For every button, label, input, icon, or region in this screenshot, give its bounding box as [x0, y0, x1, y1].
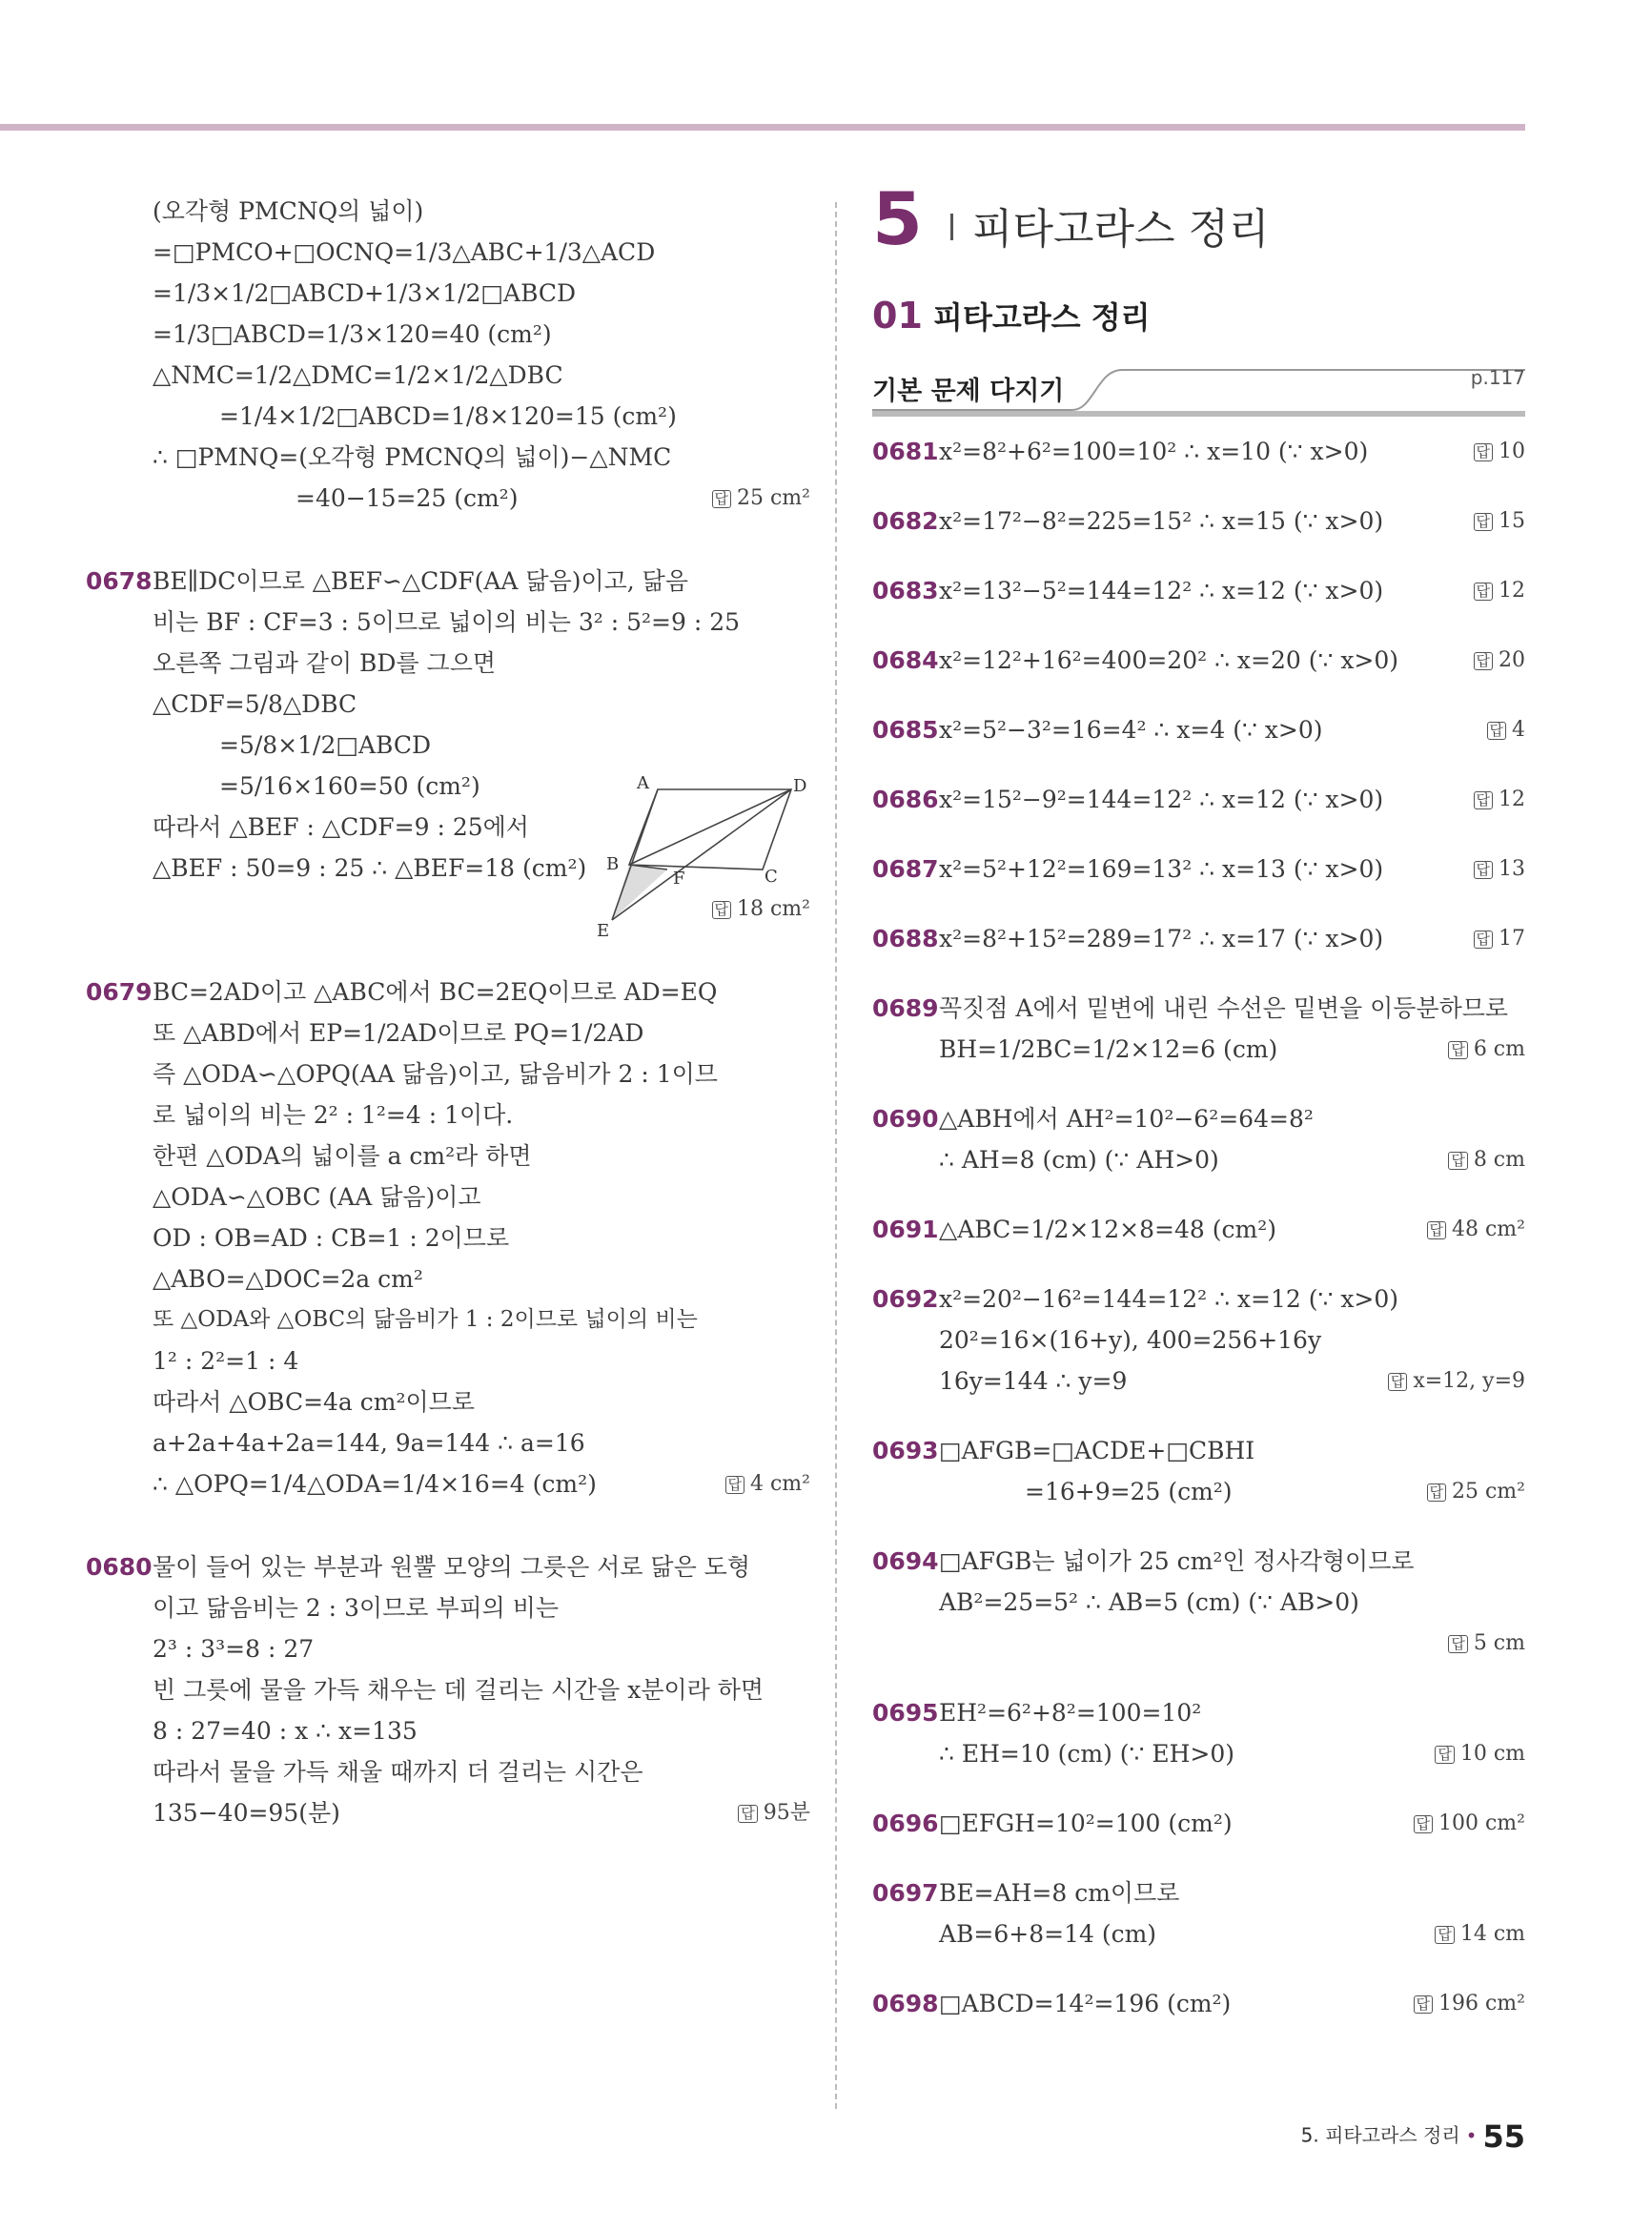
answer-value: 95분	[763, 1801, 810, 1825]
problem-0680	[86, 1546, 810, 1587]
text-line: □ABCD=14²=196 (cm²)	[939, 1990, 1232, 2017]
problem-0688	[872, 918, 1525, 959]
answer-mark-icon: 답	[1448, 1152, 1468, 1170]
text-line: 오른쪽 그림과 같이 BD를 그으면	[153, 649, 497, 677]
answer-mark-icon: 답	[1474, 931, 1494, 949]
top-accent-bar	[0, 124, 1525, 131]
text-line: ∴ □PMNQ=(오각형 PMCNQ의 넓이)−△NMC	[153, 443, 672, 471]
answer	[1474, 849, 1526, 890]
text-line: 1² : 2²=1 : 4	[153, 1347, 299, 1375]
problem-number: 0686	[872, 786, 939, 813]
text-line: BH=1/2BC=1/2×12=6 (cm)	[939, 1035, 1278, 1063]
label-D: D	[793, 776, 807, 796]
column-divider	[835, 202, 837, 2109]
problem-0687	[872, 849, 1525, 890]
answer-value: 12	[1499, 788, 1525, 811]
text-line: □AFGB는 넓이가 25 cm²인 정사각형이므로	[939, 1547, 1415, 1575]
answer-mark-icon: 답	[1474, 583, 1494, 601]
problem-number: 0698	[872, 1990, 939, 2017]
answer	[1474, 501, 1526, 542]
shaded-triangle	[612, 865, 667, 920]
text-line: △ABO=△DOC=2a cm²	[153, 1265, 423, 1293]
answer	[712, 478, 811, 519]
answer-mark-icon: 답	[1427, 1483, 1447, 1502]
text-line: x²=5²−3²=16=4² ∴ x=4 (∵ x>0)	[939, 716, 1323, 744]
section-header	[872, 294, 1525, 338]
answer-mark-icon: 답	[1435, 1746, 1455, 1764]
answer-mark-icon: 답	[1414, 1995, 1434, 2014]
answer-value: 25 cm²	[1452, 1480, 1525, 1504]
problem-0696	[872, 1803, 1525, 1844]
answer-value: 5 cm	[1473, 1631, 1525, 1655]
answer-mark-icon: 답	[1474, 443, 1494, 461]
left-column	[86, 191, 810, 1833]
text-line: x²=5²+12²=169=13² ∴ x=13 (∵ x>0)	[939, 855, 1384, 883]
answer-mark-icon: 답	[712, 901, 732, 919]
answer-value: 4 cm²	[750, 1472, 810, 1496]
text-line: 16y=144 ∴ y=9	[939, 1367, 1128, 1395]
answer-mark-icon: 답	[1474, 513, 1494, 531]
text-line: =5/8×1/2□ABCD	[219, 731, 432, 759]
answer	[1388, 1361, 1525, 1401]
text-line: 135−40=95(분)	[153, 1799, 340, 1827]
answer-value: 20	[1499, 648, 1525, 672]
text-line: a+2a+4a+2a=144, 9a=144 ∴ a=16	[153, 1429, 585, 1457]
text-line: ∴ △OPQ=1/4△ODA=1/4×16=4 (cm²)	[153, 1470, 597, 1498]
problem-number: 0694	[872, 1547, 939, 1575]
problem-0686	[872, 779, 1525, 820]
problem-number: 0678	[86, 567, 153, 595]
text-line: ∴ AH=8 (cm) (∵ AH>0)	[939, 1146, 1219, 1174]
text-line: BE=AH=8 cm이므로	[939, 1879, 1180, 1907]
answer-mark-icon: 답	[725, 1476, 745, 1494]
answer-value: 17	[1499, 927, 1525, 951]
text-line: 2³ : 3³=8 : 27	[153, 1635, 315, 1663]
problem-number: 0688	[872, 925, 939, 952]
problem-number: 0681	[872, 438, 939, 465]
answer	[1414, 1803, 1526, 1844]
problem-number: 0685	[872, 716, 939, 744]
subsection-header	[872, 357, 1525, 418]
answer	[1414, 1983, 1526, 2024]
label-E: E	[597, 921, 610, 941]
answer-value: 14 cm	[1459, 1922, 1525, 1946]
text-line	[872, 1733, 1525, 1774]
answer-value: 4	[1512, 718, 1525, 742]
answer-mark-icon: 답	[712, 490, 732, 508]
text-line: 또 △ODA와 △OBC의 닮음비가 1 : 2이므로 넓이의 비는	[153, 1307, 698, 1332]
problem-0694	[872, 1541, 1525, 1582]
problem-0692	[872, 1279, 1525, 1320]
text-line: (오각형 PMCNQ의 넓이)	[153, 197, 424, 225]
answer-mark-icon: 답	[1414, 1815, 1434, 1833]
problem-number: 0683	[872, 577, 939, 604]
problem-0697	[872, 1872, 1525, 1913]
problem-number: 0687	[872, 855, 939, 883]
problem-number: 0692	[872, 1285, 939, 1313]
answer	[1474, 918, 1526, 959]
text-line: 빈 그릇에 물을 가득 채우는 데 걸리는 시간을 x분이라 하면	[153, 1676, 765, 1704]
answer-mark-icon: 답	[1474, 652, 1494, 670]
answer	[1474, 640, 1526, 681]
text-line: 한편 △ODA의 넓이를 a cm²라 하면	[153, 1142, 532, 1170]
answer-mark-icon: 답	[1435, 1926, 1455, 1944]
text-line: =5/16×160=50 (cm²)	[219, 772, 480, 800]
section-title: 피타고라스 정리	[933, 299, 1151, 336]
text-line: 8 : 27=40 : x ∴ x=135	[153, 1717, 418, 1745]
answer-value: 10	[1499, 440, 1525, 463]
subsection-title: 기본 문제 다지기	[872, 377, 1065, 406]
answer-value: x=12, y=9	[1413, 1369, 1525, 1393]
text-line: □EFGH=10²=100 (cm²)	[939, 1810, 1233, 1837]
answer	[1448, 1029, 1525, 1070]
answer	[725, 1463, 811, 1504]
answer	[1474, 431, 1526, 472]
text-line: □AFGB=□ACDE+□CBHI	[939, 1437, 1255, 1464]
text-line: =40−15=25 (cm²)	[296, 484, 519, 512]
text-line: 즉 △ODA∽△OPQ(AA 닮음)이고, 닮음비가 2 : 1이므	[153, 1060, 718, 1088]
answer-mark-icon: 답	[1474, 791, 1494, 809]
answer-mark-icon: 답	[1448, 1041, 1468, 1059]
text-line: 따라서 △BEF : △CDF=9 : 25에서	[153, 813, 529, 841]
text-line: OD : OB=AD : CB=1 : 2이므로	[153, 1224, 510, 1252]
problem-number: 0684	[872, 646, 939, 674]
problem-number: 0682	[872, 507, 939, 535]
text-line: =1/3×1/2□ABCD+1/3×1/2□ABCD	[153, 279, 577, 307]
bullet-icon: •	[1465, 2123, 1478, 2147]
problem-0690	[872, 1098, 1525, 1139]
answer-mark-icon: 답	[738, 1805, 758, 1823]
answer	[1487, 709, 1526, 750]
text-line: △ABC=1/2×12×8=48 (cm²)	[939, 1216, 1276, 1243]
answer-mark-icon: 답	[1388, 1373, 1408, 1391]
answer-mark-icon: 답	[1448, 1635, 1468, 1653]
problem-number: 0696	[872, 1810, 939, 1837]
problem-number: 0680	[86, 1553, 153, 1581]
answer-mark-icon: 답	[1427, 1221, 1447, 1239]
right-column	[872, 176, 1525, 2024]
answer-mark-icon: 답	[1487, 722, 1507, 740]
answer	[1448, 1139, 1525, 1180]
problem-0684	[872, 640, 1525, 681]
text-line: =1/3□ABCD=1/3×120=40 (cm²)	[153, 320, 552, 348]
answer	[1448, 1623, 1525, 1664]
text-line: =16+9=25 (cm²)	[1025, 1478, 1233, 1505]
page-reference: p.117	[1470, 366, 1525, 389]
problem-0679	[86, 972, 810, 1013]
text-line: x²=12²+16²=400=20² ∴ x=20 (∵ x>0)	[939, 646, 1399, 674]
text-line: x²=13²−5²=144=12² ∴ x=12 (∵ x>0)	[939, 577, 1384, 604]
problem-0685	[872, 709, 1525, 750]
answer	[1474, 570, 1526, 611]
problem-0681	[872, 431, 1525, 472]
text-line: △CDF=5/8△DBC	[153, 690, 357, 718]
text-line: x²=8²+6²=100=10² ∴ x=10 (∵ x>0)	[939, 438, 1369, 465]
answer-value: 196 cm²	[1438, 1992, 1525, 2015]
text-line: AB²=25=5² ∴ AB=5 (cm) (∵ AB>0)	[939, 1588, 1359, 1616]
answer-value: 12	[1499, 579, 1525, 603]
text-line: BE∥DC이므로 △BEF∽△CDF(AA 닮음)이고, 닮음	[153, 567, 688, 595]
label-A: A	[637, 773, 649, 793]
problem-number: 0695	[872, 1699, 939, 1727]
answer-value: 13	[1499, 857, 1525, 881]
text-line: 물이 들어 있는 부분과 원뿔 모양의 그릇은 서로 닮은 도형	[153, 1553, 750, 1581]
answer	[1474, 779, 1526, 820]
parallelogram-figure	[591, 763, 810, 944]
answer-value: 6 cm	[1473, 1037, 1525, 1061]
text-line: x²=8²+15²=289=17² ∴ x=17 (∵ x>0)	[939, 925, 1384, 952]
text-line: 비는 BF : CF=3 : 5이므로 넓이의 비는 3² : 5²=9 : 25	[153, 608, 741, 636]
text-line: 또 △ABD에서 EP=1/2AD이므로 PQ=1/2AD	[153, 1019, 644, 1047]
problem-0678	[86, 561, 810, 602]
problem-number: 0697	[872, 1879, 939, 1907]
label-F: F	[673, 869, 685, 889]
answer	[1435, 1733, 1525, 1774]
text-line: 따라서 물을 가득 채울 때까지 더 걸리는 시간은	[153, 1758, 643, 1786]
chapter-separator	[950, 214, 953, 240]
answer-value: 25 cm²	[737, 486, 810, 510]
text-line: ∴ EH=10 (cm) (∵ EH>0)	[939, 1740, 1235, 1768]
problem-0682	[872, 501, 1525, 542]
text-line: 로 넓이의 비는 2² : 1²=4 : 1이다.	[153, 1101, 514, 1129]
text-line: x²=17²−8²=225=15² ∴ x=15 (∵ x>0)	[939, 507, 1384, 535]
answer-mark-icon: 답	[1474, 861, 1494, 879]
answer-line	[872, 1623, 1525, 1664]
answer-value: 15	[1499, 509, 1525, 533]
text-line: x²=20²−16²=144=12² ∴ x=12 (∵ x>0)	[939, 1285, 1399, 1313]
text-line	[872, 1913, 1525, 1954]
text-line: BC=2AD이고 △ABC에서 BC=2EQ이므로 AD=EQ	[153, 978, 718, 1006]
problem-0691	[872, 1209, 1525, 1250]
text-line	[153, 1463, 810, 1504]
label-C: C	[765, 867, 778, 887]
page-number: 55	[1482, 2118, 1525, 2155]
text-line: 20²=16×(16+y), 400=256+16y	[939, 1326, 1322, 1354]
footer-chapter: 5. 피타고라스 정리	[1300, 2123, 1460, 2147]
problem-number: 0690	[872, 1105, 939, 1133]
text-line: AB=6+8=14 (cm)	[939, 1920, 1157, 1948]
text-line: =1/4×1/2□ABCD=1/8×120=15 (cm²)	[219, 402, 677, 430]
problem-0698	[872, 1983, 1525, 2024]
problem-number: 0693	[872, 1437, 939, 1464]
answer-value: 18 cm²	[737, 897, 810, 921]
chapter-title: 피타고라스 정리	[972, 205, 1270, 254]
line-ED	[612, 789, 791, 920]
text-line: =□PMCO+□OCNQ=1/3△ABC+1/3△ACD	[153, 238, 656, 266]
answer	[1427, 1209, 1526, 1250]
text-line	[872, 1029, 1525, 1070]
answer-value: 10 cm	[1459, 1742, 1525, 1766]
answer	[738, 1792, 810, 1833]
page-footer	[1301, 2118, 1525, 2155]
chapter-header	[872, 176, 1525, 276]
text-line: 이고 닮음비는 2 : 3이므로 부피의 비는	[153, 1594, 560, 1622]
answer-value: 100 cm²	[1438, 1811, 1525, 1835]
text-line	[153, 478, 810, 519]
problem-0683	[872, 570, 1525, 611]
text-line	[872, 1471, 1525, 1512]
label-B: B	[606, 854, 620, 874]
problem-0689	[872, 988, 1525, 1029]
problem-0693	[872, 1430, 1525, 1471]
problem-number: 0691	[872, 1216, 939, 1243]
chapter-number: 5	[872, 176, 923, 261]
section-number: 01	[872, 295, 923, 337]
text-line	[153, 1792, 810, 1833]
text-line: 따라서 △OBC=4a cm²이므로	[153, 1388, 475, 1416]
problem-0695	[872, 1692, 1525, 1733]
text-line: 꼭짓점 A에서 밑변에 내린 수선은 밑변을 이등분하므로	[939, 994, 1509, 1022]
text-line	[872, 1361, 1525, 1401]
text-line: EH²=6²+8²=100=10²	[939, 1699, 1202, 1727]
answer	[1427, 1471, 1526, 1512]
text-line: △BEF : 50=9 : 25 ∴ △BEF=18 (cm²)	[153, 854, 587, 882]
answer-value: 8 cm	[1473, 1148, 1525, 1172]
problem-number: 0689	[872, 994, 939, 1022]
text-line: △ABH에서 AH²=10²−6²=64=8²	[939, 1105, 1314, 1133]
text-line: x²=15²−9²=144=12² ∴ x=12 (∵ x>0)	[939, 786, 1384, 813]
answer-value: 48 cm²	[1452, 1217, 1525, 1241]
text-line: △NMC=1/2△DMC=1/2×1/2△DBC	[153, 361, 563, 389]
answer	[1435, 1913, 1525, 1954]
text-line	[872, 1139, 1525, 1180]
text-line: △ODA∽△OBC (AA 닮음)이고	[153, 1183, 481, 1211]
problem-number: 0679	[86, 978, 153, 1006]
